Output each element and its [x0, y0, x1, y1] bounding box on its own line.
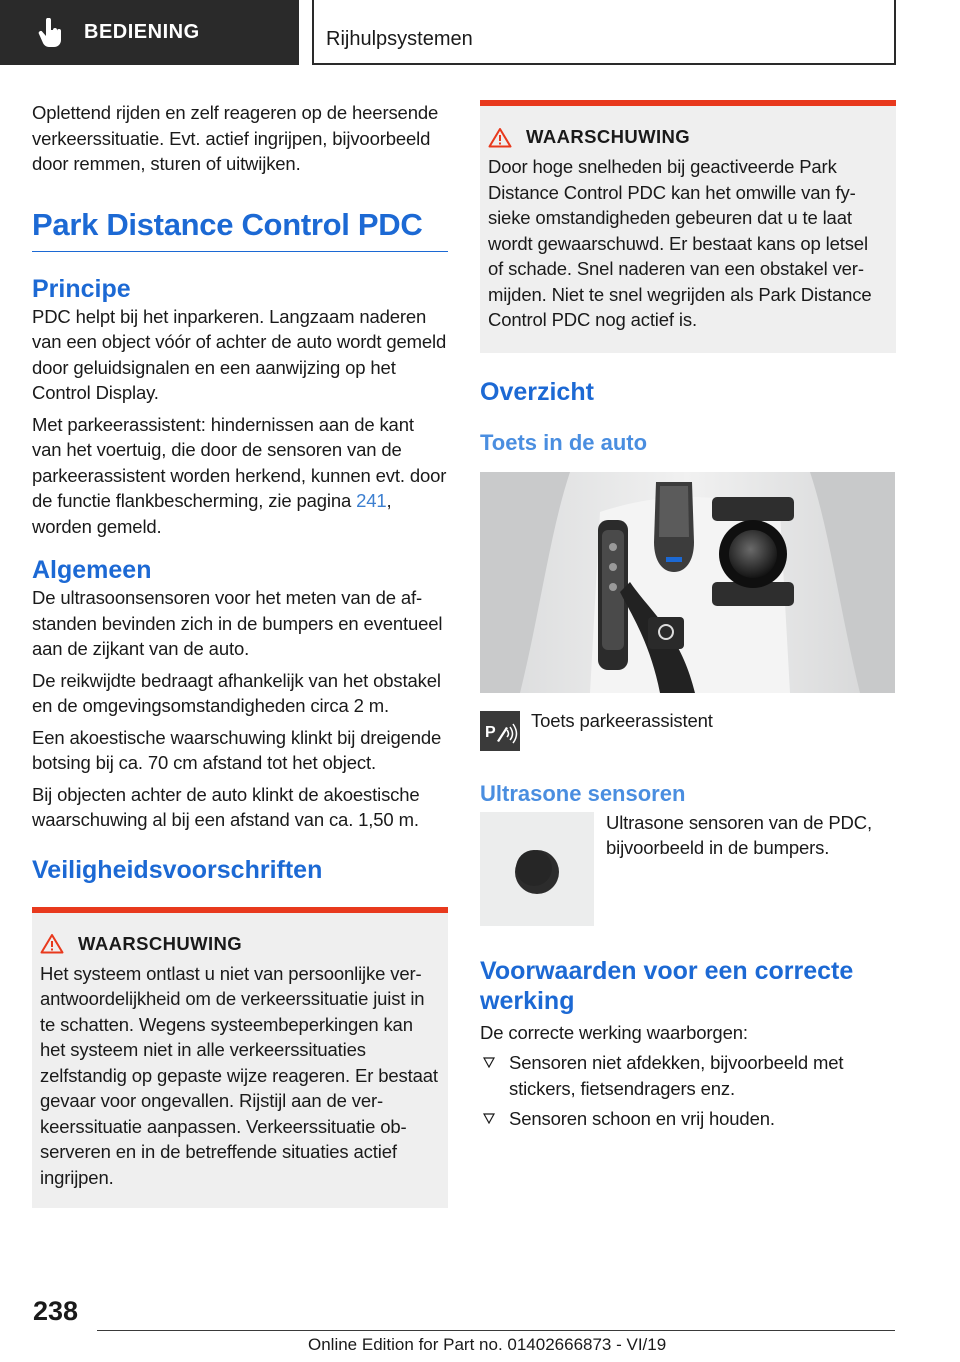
- console-photo: [480, 472, 895, 693]
- algemeen-p4: Bij objecten achter de auto klinkt de akoestische waarschuwing al bij een afstand van ca. 1,50 m.: [32, 783, 420, 830]
- ultra-row: [480, 812, 896, 926]
- bullet-triangle-icon: [483, 1112, 495, 1124]
- chapter-title: Rijhulpsystemen: [326, 28, 473, 50]
- warning-title-left: [40, 933, 440, 955]
- voorwaarden-intro: De correcte werking waarborgen:: [480, 1021, 748, 1043]
- warning-box-right: [480, 100, 896, 353]
- park-assist-button-icon[interactable]: [480, 711, 520, 751]
- principe-p2: [32, 412, 448, 540]
- list-item: [480, 1106, 896, 1132]
- warning-label-right: WAARSCHUWING: [526, 126, 691, 147]
- principe-p2-text: Met parkeerassistent: hindernissen aan de kant van het voertuig, die door de sensoren van de parkeerassistent worden herkend, kunnen evt. door de functie flankbescherming, zie pagina: [32, 413, 447, 511]
- warning-text-left: Het systeem ontlast u niet van persoonlijke verantwoordelijkheid om de verkeerssituatie juist in te schatten. Wegens systeembeperkingen kan het systeem niet in alle verkeerssituaties zelfstandig op gepaste wijze reageren. Er bestaat gevaar voor ongevallen. Rijstijl aan de verkeerssituatie aanpassen. Verkeerssituatie observeren en in de betreffende situaties actief ingrijpen.: [40, 962, 438, 1188]
- main-title: Park Distance Control PDC: [32, 206, 423, 242]
- warning-box-left: [32, 907, 448, 1209]
- heading-algemeen: Algemeen: [32, 556, 152, 584]
- section-tab: [0, 0, 299, 65]
- footer-divider: [97, 1330, 895, 1331]
- algemeen-p2: De reikwijdte bedraagt afhankelijk van het obstakel en de omgevingsomstandigheden circa 2 m.: [32, 669, 441, 716]
- page-number: 238: [33, 1296, 79, 1326]
- heading-toets: Toets in de auto: [480, 429, 648, 455]
- heading-veiligheid: Veiligheidsvoorschriften: [32, 855, 323, 884]
- bullet-triangle-icon: [483, 1056, 495, 1068]
- svg-text:P: P: [485, 723, 496, 741]
- heading-overzicht: Overzicht: [480, 377, 594, 406]
- section-title: BEDIENING: [84, 21, 200, 43]
- main-title-wrap: [32, 207, 448, 252]
- right-column: [480, 100, 896, 1132]
- warning-triangle-icon: [488, 127, 512, 148]
- page-link[interactable]: 241: [356, 490, 387, 511]
- hand-pointer-icon: [38, 18, 64, 48]
- toets-label: Toets parkeerassistent: [531, 709, 713, 731]
- warning-title-right: [488, 126, 888, 148]
- toets-row: [480, 711, 896, 751]
- heading-voorwaarden: Voorwaarden voor een correcte werking: [480, 956, 854, 1015]
- chapter-header: [312, 0, 896, 65]
- ultra-text: Ultrasone sensoren van de PDC, bijvoorbeeld in de bumpers.: [606, 811, 872, 858]
- algemeen-p3: Een akoestische waarschuwing klinkt bij dreigende botsing bij ca. 70 cm afstand tot het object.: [32, 726, 442, 773]
- principe-p2-tail: , worden gemeld.: [32, 490, 392, 537]
- bullet-text-2: Sensoren schoon en vrij houden.: [509, 1108, 775, 1129]
- left-column: [32, 100, 448, 1208]
- algemeen-p1: De ultrasoonsensoren voor het meten van de afstanden bevinden zich in de bumpers en eventueel aan de zijkant van de auto.: [32, 587, 443, 659]
- list-item: [480, 1050, 896, 1101]
- sensor-photo: [480, 812, 594, 926]
- heading-principe: Principe: [32, 274, 131, 303]
- principe-p1: PDC helpt bij het inparkeren. Langzaam naderen van een object vóór of achter de auto wordt gemeld door geluidsignalen en een aanwijzing op het Control Display.: [32, 305, 447, 403]
- heading-ultrasone: Ultrasone sensoren: [480, 780, 686, 806]
- edition-text: Online Edition for Part no. 01402666873 - VI/19: [308, 1335, 667, 1354]
- warning-triangle-icon: [40, 933, 64, 954]
- bullet-text-1: Sensoren niet afdekken, bijvoorbeeld met stickers, fietsendragers enz.: [509, 1052, 844, 1099]
- warning-text-right: Door hoge snelheden bij geactiveerde Park Distance Control PDC kan het omwille van fysieke omstandigheden gebeuren dat u te laat wordt gewaarschuwd. Er bestaat kans op letsel of schade. Snel naderen van een obstakel vermijden. Niet te snel wegrijden als Park Distance Control PDC nog actief is.: [488, 156, 872, 330]
- intro-paragraph: Oplettend rijden en zelf reageren op de heersende verkeerssituatie. Evt. actief ingrijpen, bijvoorbeeld door remmen, sturen of uitwijken.: [32, 102, 439, 174]
- warning-label-left: WAARSCHUWING: [78, 932, 243, 954]
